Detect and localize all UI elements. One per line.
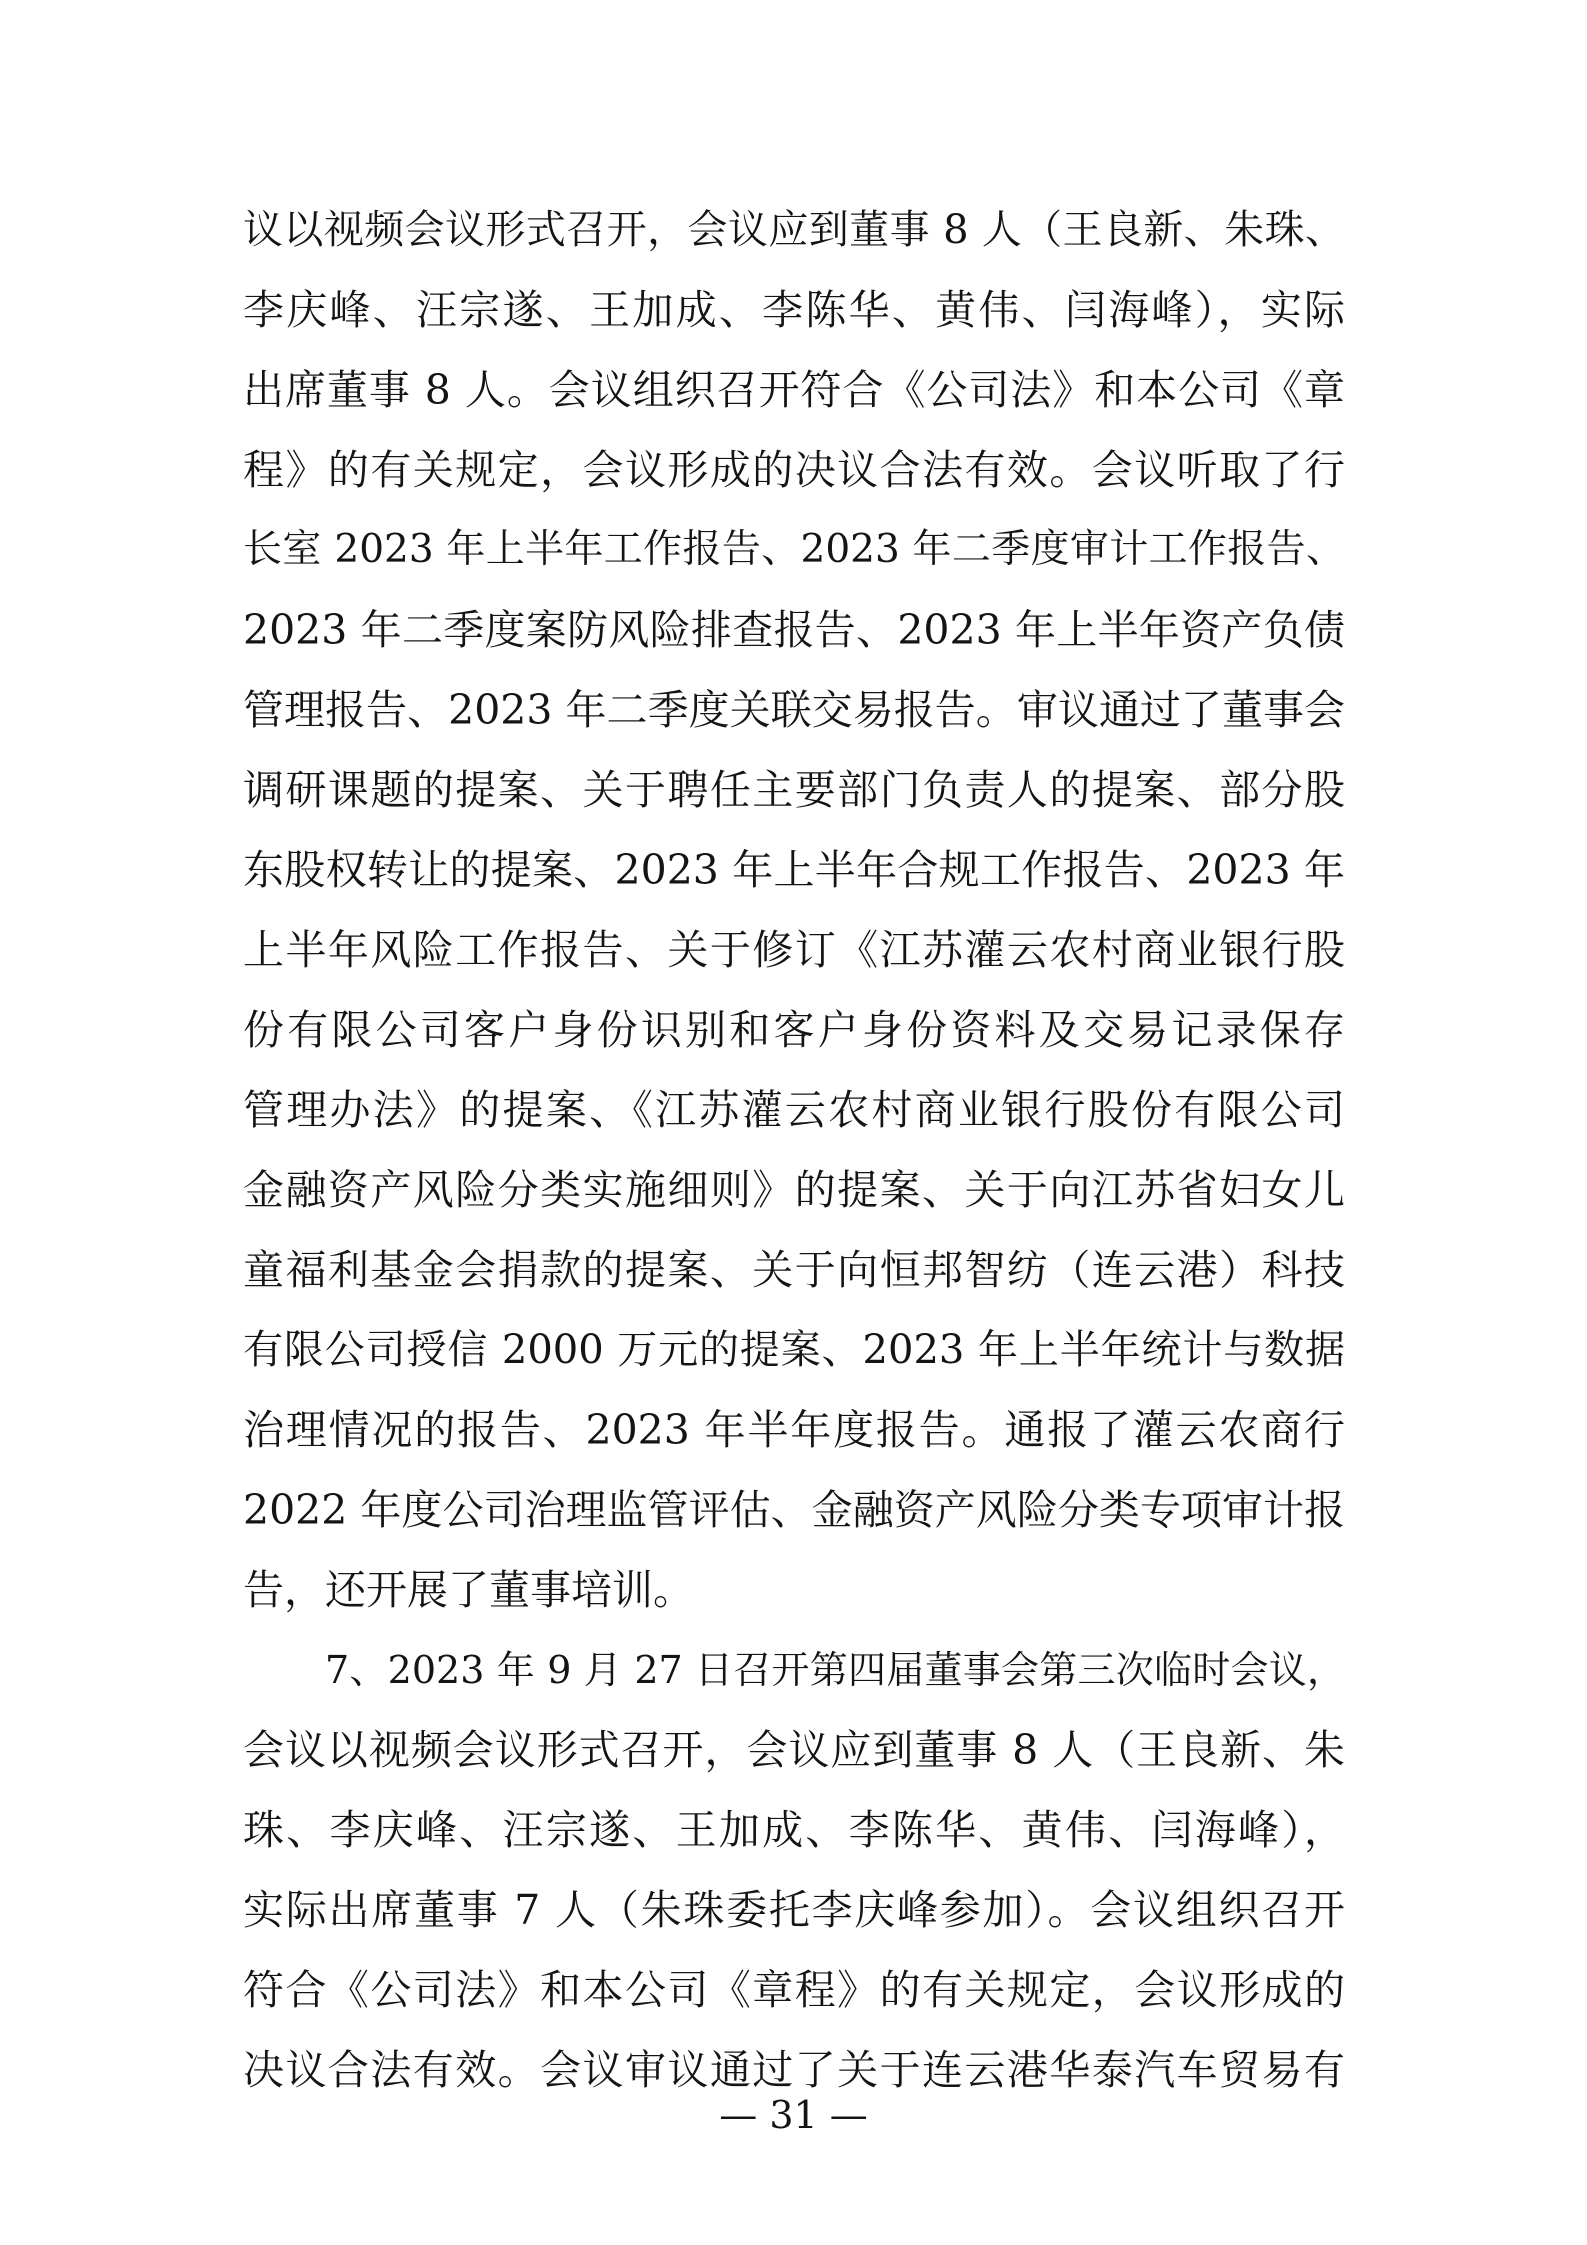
text-line: 金融资产风险分类实施细则》的提案、关于向江苏省妇女儿 [243, 1166, 1345, 1214]
text-line: 治理情况的报告、2023 年半年度报告。通报了灌云农商行 [243, 1406, 1345, 1454]
text-line: 上半年风险工作报告、关于修订《江苏灌云农村商业银行股 [243, 926, 1345, 974]
text-line: 管理报告、2023 年二季度关联交易报告。审议通过了董事会 [243, 686, 1345, 734]
text-line: 东股权转让的提案、2023 年上半年合规工作报告、2023 年 [243, 846, 1345, 894]
text-line: 告，还开展了董事培训。 [243, 1566, 694, 1614]
text-line: 实际出席董事 7 人（朱珠委托李庆峰参加）。会议组织召开 [243, 1886, 1345, 1934]
text-line: 调研课题的提案、关于聘任主要部门负责人的提案、部分股 [243, 766, 1345, 814]
paragraph-continuation [243, 190, 1345, 1630]
text-line: 决议合法有效。会议审议通过了关于连云港华泰汽车贸易有 [243, 2046, 1345, 2094]
text-line: 2022 年度公司治理监管评估、金融资产风险分类专项审计报 [243, 1486, 1345, 1534]
text-line: 份有限公司客户身份识别和客户身份资料及交易记录保存 [243, 1006, 1345, 1054]
text-line: 2023 年二季度案防风险排查报告、2023 年上半年资产负债 [243, 606, 1345, 654]
text-line: 议以视频会议形式召开，会议应到董事 8 人（王良新、朱珠、 [243, 207, 1345, 253]
body-text [243, 190, 1345, 2110]
text-line: 珠、李庆峰、汪宗遂、王加成、李陈华、黄伟、闫海峰）， [243, 1806, 1345, 1854]
text-line: 会议以视频会议形式召开，会议应到董事 8 人（王良新、朱 [243, 1726, 1345, 1774]
text-line: 符合《公司法》和本公司《章程》的有关规定，会议形成的 [243, 1966, 1345, 2014]
paragraph-item-7 [243, 1630, 1345, 2110]
text-line: 有限公司授信 2000 万元的提案、2023 年上半年统计与数据 [243, 1327, 1345, 1373]
page-number: — 31 — [719, 2093, 868, 2137]
text-line: 长室 2023 年上半年工作报告、2023 年二季度审计工作报告、 [243, 527, 1345, 572]
text-line: 程》的有关规定，会议形成的决议合法有效。会议听取了行 [243, 446, 1345, 494]
text-line: 童福利基金会捐款的提案、关于向恒邦智纺（连云港）科技 [243, 1246, 1345, 1294]
text-line: 出席董事 8 人。会议组织召开符合《公司法》和本公司《章 [243, 366, 1345, 414]
text-line: 7、2023 年 9 月 27 日召开第四届董事会第三次临时会议， [325, 1648, 1345, 1692]
text-line: 李庆峰、汪宗遂、王加成、李陈华、黄伟、闫海峰），实际 [243, 286, 1345, 334]
text-line: 管理办法》的提案、《江苏灌云农村商业银行股份有限公司 [243, 1086, 1345, 1134]
